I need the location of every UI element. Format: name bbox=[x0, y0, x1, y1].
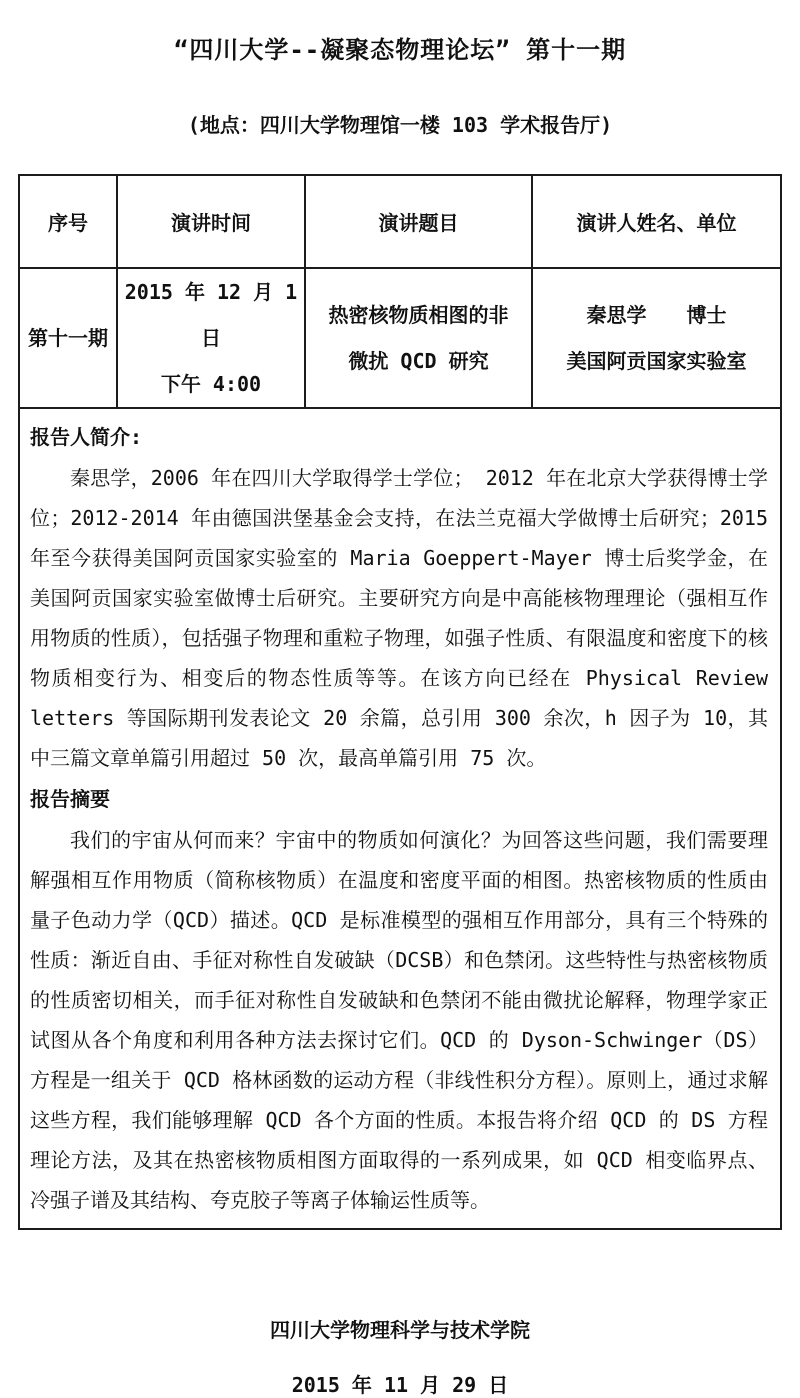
seminar-announcement-document bbox=[0, 30, 800, 1397]
cell-details bbox=[19, 408, 781, 1229]
footer-date: 2015 年 11 月 29 日 bbox=[291, 1373, 509, 1397]
topic-line-2: 微扰 QCD 研究 bbox=[348, 349, 489, 373]
table-header-row bbox=[19, 175, 781, 268]
location-line: (地点：四川大学物理馆一楼 103 学术报告厅) bbox=[187, 113, 613, 137]
col-header-time: 演讲时间 bbox=[117, 175, 305, 268]
time-line-2: 下午 4:00 bbox=[160, 372, 262, 396]
cell-speaker bbox=[532, 268, 781, 408]
col-header-topic: 演讲题目 bbox=[305, 175, 532, 268]
speaker-affiliation: 美国阿贡国家实验室 bbox=[566, 349, 747, 373]
abstract-heading: 报告摘要 bbox=[30, 787, 110, 811]
time-line-1: 2015 年 12 月 1 日 bbox=[124, 280, 298, 350]
col-header-speaker: 演讲人姓名、单位 bbox=[532, 175, 781, 268]
page-title: “四川大学--凝聚态物理论坛” 第十一期 bbox=[173, 36, 627, 64]
details-row bbox=[19, 408, 781, 1229]
abstract-paragraph: 我们的宇宙从何而来？宇宙中的物质如何演化？为回答这些问题，我们需要理解强相互作用物质（简称核物质）在温度和密度平面的相图。热密核物质的性质由量子色动力学（QCD）描述。QCD 是标准模型的强相互作用部分，具有三个特殊的性质：渐近自由、手征对称性自发破缺（DCSB）和色禁闭。这些特性与热密核物质的性质密切相关，而手征对称性自发破缺和色禁闭不能由微扰论解释，物理学家正试图从各个角度和利用各种方法去探讨它们。QCD 的 Dyson-Schwinger（DS）方程是一组关于 QCD 格林函数的运动方程（非线性积分方程）。原则上，通过求解这些方程，我们能够理解 QCD 各个方面的性质。本报告将介绍 QCD 的 DS 方程理论方法，及其在热密核物质相图方面取得的一系列成果，如 QCD 相变临界点、冷强子谱及其结构、夸克胶子等离子体输运性质等。 bbox=[30, 828, 768, 1212]
bio-paragraph: 秦思学，2006 年在四川大学取得学士学位； 2012 年在北京大学获得博士学位；2012-2014 年由德国洪堡基金会支持，在法兰克福大学做博士后研究；2015 年至今获得美国阿贡国家实验室的 Maria Goeppert-Mayer 博士后奖学金，在美国阿贡国家实验室做博士后研究。主要研究方向是中高能核物理理论（强相互作用物质的性质），包括强子物理和重粒子物理，如强子性质、有限温度和密度下的核物质相变行为、相变后的物态性质等等。在该方向已经在 Physical Review letters 等国际期刊发表论文 20 余篇，总引用 300 余次，h 因子为 10，其中三篇文章单篇引用超过 50 次，最高单篇引用 75 次。 bbox=[30, 466, 768, 770]
topic-line-1: 热密核物质相图的非 bbox=[328, 303, 509, 327]
issue-label: 第十一期 bbox=[28, 326, 108, 350]
cell-topic bbox=[305, 268, 532, 408]
cell-issue bbox=[19, 268, 117, 408]
cell-time bbox=[117, 268, 305, 408]
speaker-name: 秦思学 博士 bbox=[586, 303, 727, 327]
schedule-table bbox=[18, 174, 782, 1230]
bio-heading: 报告人简介: bbox=[30, 425, 143, 449]
table-row bbox=[19, 268, 781, 408]
footer-organization: 四川大学物理科学与技术学院 bbox=[270, 1318, 530, 1342]
col-header-index: 序号 bbox=[19, 175, 117, 268]
